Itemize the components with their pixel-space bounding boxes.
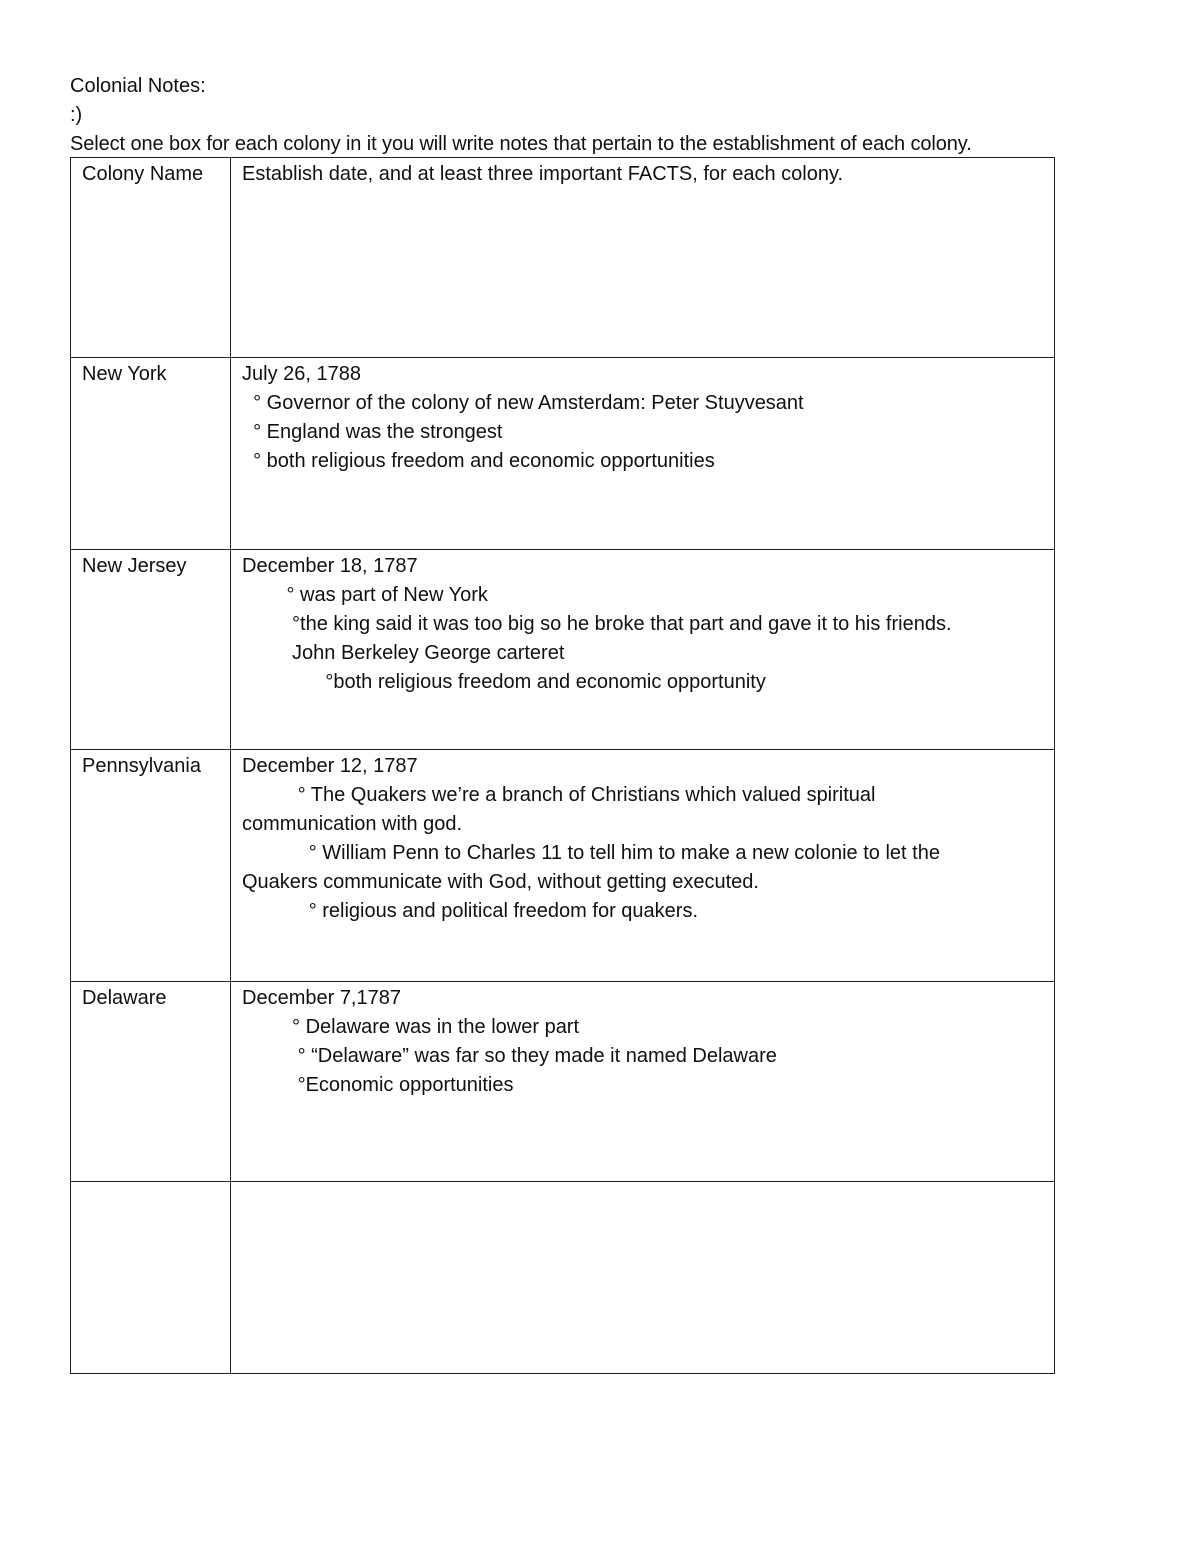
note-line: ° William Penn to Charles 11 to tell him to make a new colonie to let the bbox=[242, 842, 940, 864]
header-facts: Establish date, and at least three important FACTS, for each colony. bbox=[231, 158, 1055, 358]
table-row bbox=[71, 550, 1055, 750]
colony-notes-cell[interactable] bbox=[231, 358, 1055, 550]
colony-name-cell[interactable]: Pennsylvania bbox=[71, 750, 231, 982]
note-line: ° Governor of the colony of new Amsterdam: Peter Stuyvesant bbox=[242, 392, 804, 414]
document-title: Colonial Notes: bbox=[70, 75, 206, 97]
note-line: December 12, 1787 bbox=[242, 755, 418, 777]
instructions-text: Select one box for each colony in it you will write notes that pertain to the establishment of each colony. bbox=[70, 133, 972, 155]
note-line: ° was part of New York bbox=[242, 584, 488, 606]
colony-notes-table bbox=[70, 157, 1055, 1374]
colony-name-cell[interactable]: Delaware bbox=[71, 982, 231, 1182]
note-line: ° The Quakers we’re a branch of Christians which valued spiritual bbox=[242, 784, 876, 806]
note-line: John Berkeley George carteret bbox=[242, 642, 565, 664]
note-line: ° “Delaware” was far so they made it named Delaware bbox=[242, 1045, 777, 1067]
note-line: ° England was the strongest bbox=[242, 421, 503, 443]
note-line: December 7,1787 bbox=[242, 987, 401, 1009]
note-line: December 18, 1787 bbox=[242, 555, 418, 577]
colony-name-cell[interactable]: New York bbox=[71, 358, 231, 550]
note-line: °Economic opportunities bbox=[242, 1074, 514, 1096]
colony-notes-cell[interactable] bbox=[231, 982, 1055, 1182]
colony-name-cell[interactable]: New Jersey bbox=[71, 550, 231, 750]
note-line: ° Delaware was in the lower part bbox=[242, 1016, 580, 1038]
smiley-text: :) bbox=[70, 104, 83, 126]
note-line: communication with god. bbox=[242, 813, 463, 835]
note-line: °both religious freedom and economic opportunity bbox=[242, 671, 766, 693]
colony-notes-cell[interactable] bbox=[231, 1182, 1055, 1374]
note-line: ° religious and political freedom for quakers. bbox=[242, 900, 698, 922]
table-row-empty bbox=[71, 1182, 1055, 1374]
colony-name-cell[interactable] bbox=[71, 1182, 231, 1374]
note-line: ° both religious freedom and economic opportunities bbox=[242, 450, 715, 472]
colony-notes-cell[interactable] bbox=[231, 750, 1055, 982]
table-row bbox=[71, 982, 1055, 1182]
note-line: July 26, 1788 bbox=[242, 363, 361, 385]
table-row bbox=[71, 358, 1055, 550]
note-line: Quakers communicate with God, without getting executed. bbox=[242, 871, 759, 893]
note-line: °the king said it was too big so he broke that part and gave it to his friends. bbox=[242, 613, 952, 635]
header-colony-name: Colony Name bbox=[71, 158, 231, 358]
colony-notes-cell[interactable] bbox=[231, 550, 1055, 750]
table-row bbox=[71, 750, 1055, 982]
table-header-row bbox=[71, 158, 1055, 358]
